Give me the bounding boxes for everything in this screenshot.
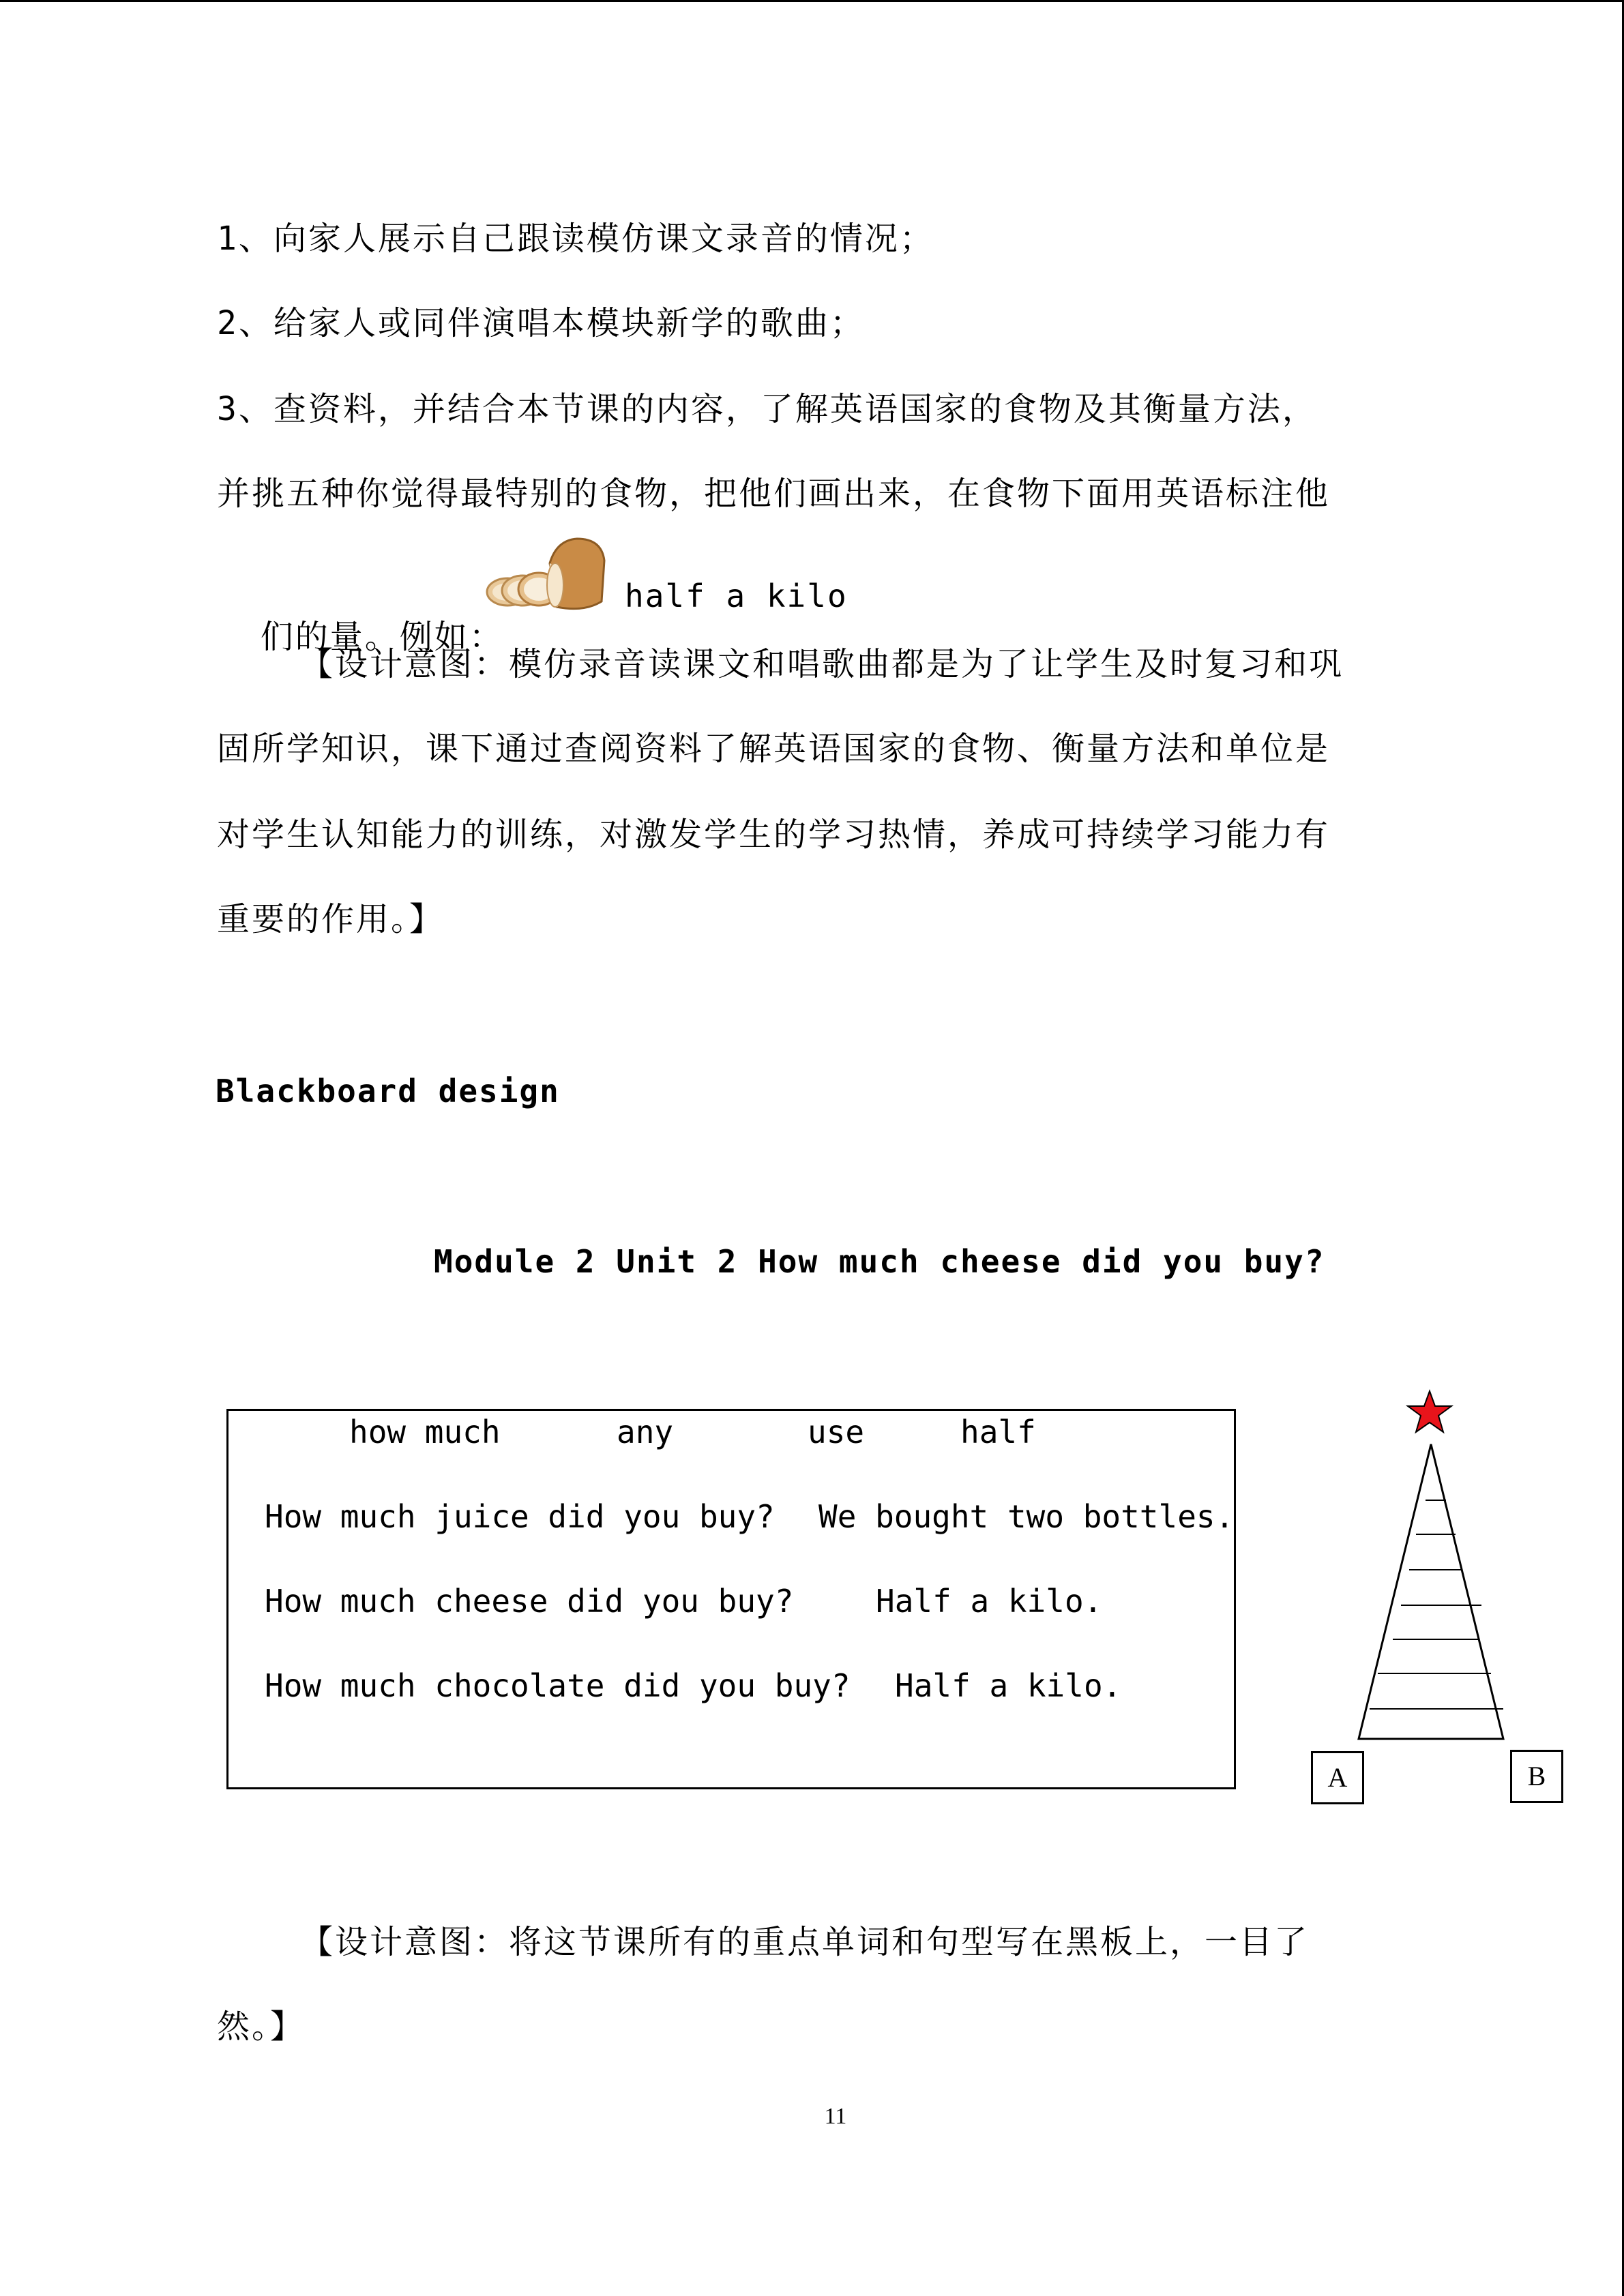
design-intent-1-line-1: 【设计意图：模仿录音读课文和唱歌曲都是为了让学生及时复习和巩 [300, 645, 1344, 683]
homework-line-4: 并挑五种你觉得最特别的食物，把他们画出来，在食物下面用英语标注他 [217, 475, 1331, 513]
row-1-question: How much juice did you buy? [265, 1498, 775, 1535]
design-intent-1-line-2: 固所学知识，课下通过查阅资料了解英语国家的食物、衡量方法和单位是 [217, 730, 1331, 768]
homework-example-text: half a kilo [625, 578, 848, 614]
homework-line-3: 3、查资料，并结合本节课的内容，了解英语国家的食物及其衡量方法， [217, 390, 1317, 428]
row-2-question: How much cheese did you buy? [265, 1583, 794, 1620]
homework-line-2: 2、给家人或同伴演唱本模块新学的歌曲； [217, 304, 865, 342]
row-3-question: How much chocolate did you buy? [265, 1667, 851, 1704]
row-3-answer: Half a kilo. [895, 1667, 1122, 1704]
page-top-border [0, 0, 1624, 2]
design-intent-2-line-2: 然。】 [217, 2008, 306, 2046]
homework-line-5-prefix: 们的量。例如： [260, 618, 504, 656]
keyword-any: any [617, 1414, 674, 1450]
blackboard-heading: Blackboard design [216, 1073, 560, 1109]
design-intent-1-line-3: 对学生认知能力的训练，对激发学生的学习热情，养成可持续学习能力有 [217, 816, 1331, 854]
star-icon [1408, 1391, 1451, 1432]
homework-line-1: 1、向家人展示自己跟读模仿课文录音的情况； [217, 220, 934, 258]
design-intent-2-line-1: 【设计意图：将这节课所有的重点单词和句型写在黑板上，一目了 [300, 1923, 1310, 1961]
tree-diagram [1357, 1380, 1507, 1751]
page-number: 11 [824, 2104, 847, 2129]
blackboard-title: Module 2 Unit 2 How much cheese did you buy? [434, 1243, 1325, 1280]
bread-loaf-icon [482, 536, 608, 616]
keyword-use: use [808, 1414, 865, 1450]
keyword-how-much: how much [349, 1414, 501, 1450]
row-1-answer: We bought two bottles. [818, 1498, 1235, 1535]
tree-label-a: A [1311, 1751, 1364, 1804]
keyword-half: half [960, 1414, 1036, 1450]
tree-label-b: B [1510, 1750, 1563, 1803]
row-2-answer: Half a kilo. [876, 1583, 1103, 1620]
tree-triangle [1359, 1444, 1503, 1739]
design-intent-1-line-4: 重要的作用。】 [217, 900, 445, 938]
